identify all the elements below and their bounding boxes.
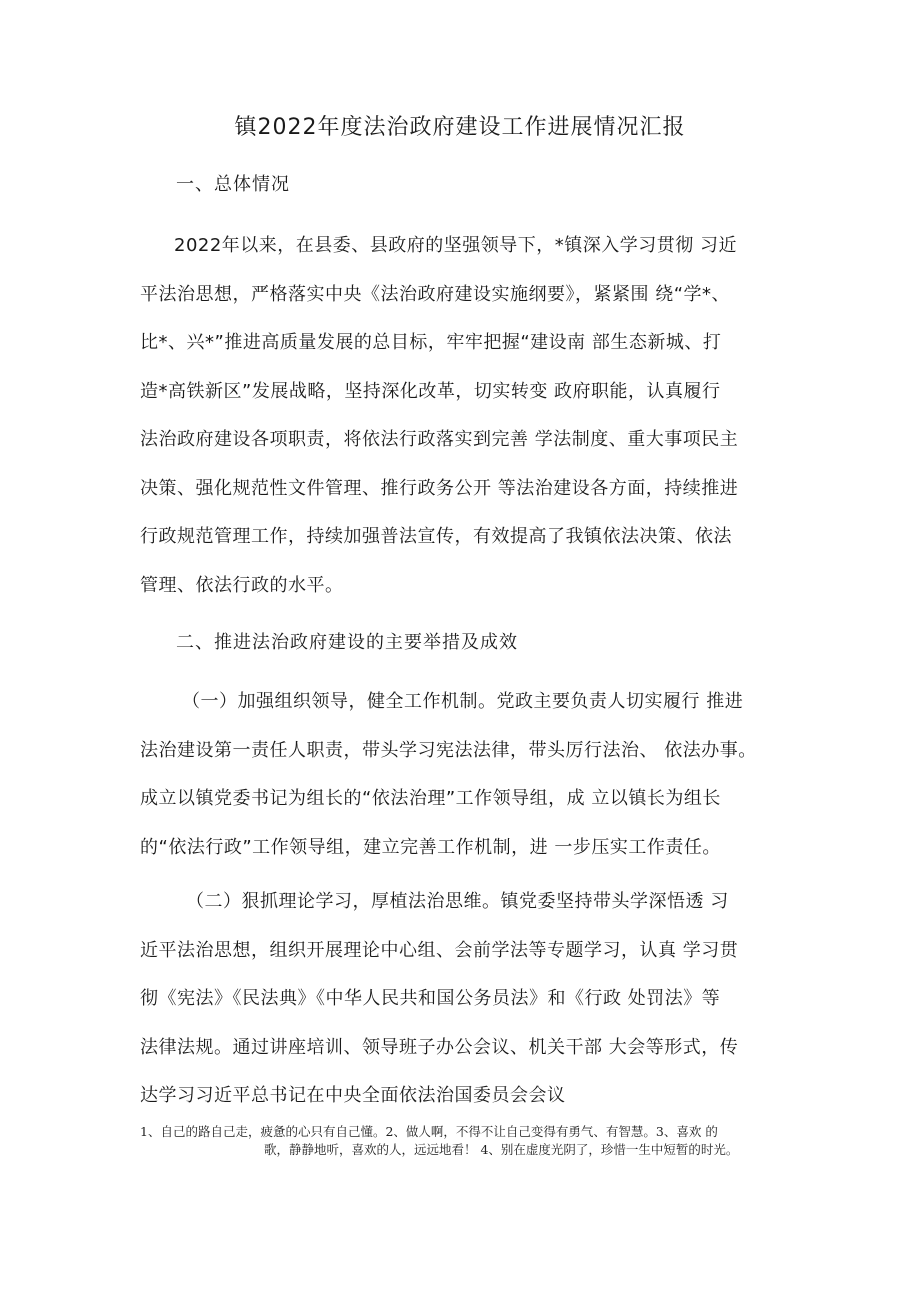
overview-paragraph	[140, 222, 788, 610]
paragraph-line: （一）加强组织领导，健全工作机制。党政主要负责人切实履行 推进	[182, 691, 744, 712]
paragraph-line: 近平法治思想，组织开展理论中心组、会前学法等专题学习，认真 学习贯	[140, 939, 739, 961]
section-heading-measures: 二、推进法治政府建设的主要举措及成效	[176, 632, 518, 653]
paragraph-line: 决策、强化规范性文件管理、推行政务公开 等法治建设各方面，持续推进	[140, 477, 739, 499]
paragraph-line: 法治建设第一责任人职责，带头学习宪法法律，带头厉行法治、 依法办事。	[140, 739, 757, 761]
measures-item-1	[140, 678, 788, 872]
paragraph-line: 成立以镇党委书记为组长的“依法治理”工作领导组，成 立以镇长为组长	[140, 788, 721, 809]
measures-item-2	[140, 878, 788, 1121]
paragraph-line: 行政规范管理工作，持续加强普法宣传，有效提高了我镇依法决策、依法	[140, 526, 732, 547]
paragraph-line: 彻《宪法》《民法典》《中华人民共和国公务员法》和《行政 处罚法》等	[140, 988, 721, 1009]
paragraph-line: 比*、兴*”推进高质量发展的总目标，牢牢把握“建设南 部生态新城、打	[140, 332, 722, 353]
paragraph-line: 2022年以来，在县委、县政府的坚强领导下，*镇深入学习贯彻 习近	[174, 235, 738, 256]
paragraph-line: 的“依法行政”工作领导组，建立完善工作机制，进 一步压实工作责任。	[140, 836, 721, 858]
section-heading-overview: 一、总体情况	[176, 174, 290, 195]
paragraph-line: 管理、依法行政的水平。	[140, 574, 344, 596]
footer-line-1: 1、自己的路自己走，疲惫的心只有自己懂。2、做人啊，不得不让自己变得有勇气、有智慧。3、喜欢 的	[140, 1124, 718, 1139]
paragraph-line: （二）狠抓理论学习，厚植法治思维。镇党委坚持带头学深悟透 习	[186, 891, 729, 912]
paragraph-line: 达学习习近平总书记在中央全面依法治国委员会会议	[140, 1085, 566, 1106]
paragraph-line: 法治政府建设各项职责，将依法行政落实到完善 学法制度、重大事项民主	[140, 429, 739, 450]
footer-note	[140, 1123, 788, 1159]
paragraph-line: 法律法规。通过讲座培训、领导班子办公会议、机关干部 大会等形式，传	[140, 1036, 739, 1058]
footer-line-2: 歌，静静地听，喜欢的人，远远地看！ 4、别在虚度光阴了，珍惜一生中短暂的时光。	[264, 1142, 739, 1157]
page-title: 镇2022年度法治政府建设工作进展情况汇报	[234, 115, 686, 140]
paragraph-line: 平法治思想，严格落实中央《法治政府建设实施纲要》，紧紧围 绕“学*、	[140, 283, 731, 305]
paragraph-line: 造*高铁新区”发展战略，坚持深化改革，切实转变 政府职能，认真履行	[140, 380, 721, 402]
